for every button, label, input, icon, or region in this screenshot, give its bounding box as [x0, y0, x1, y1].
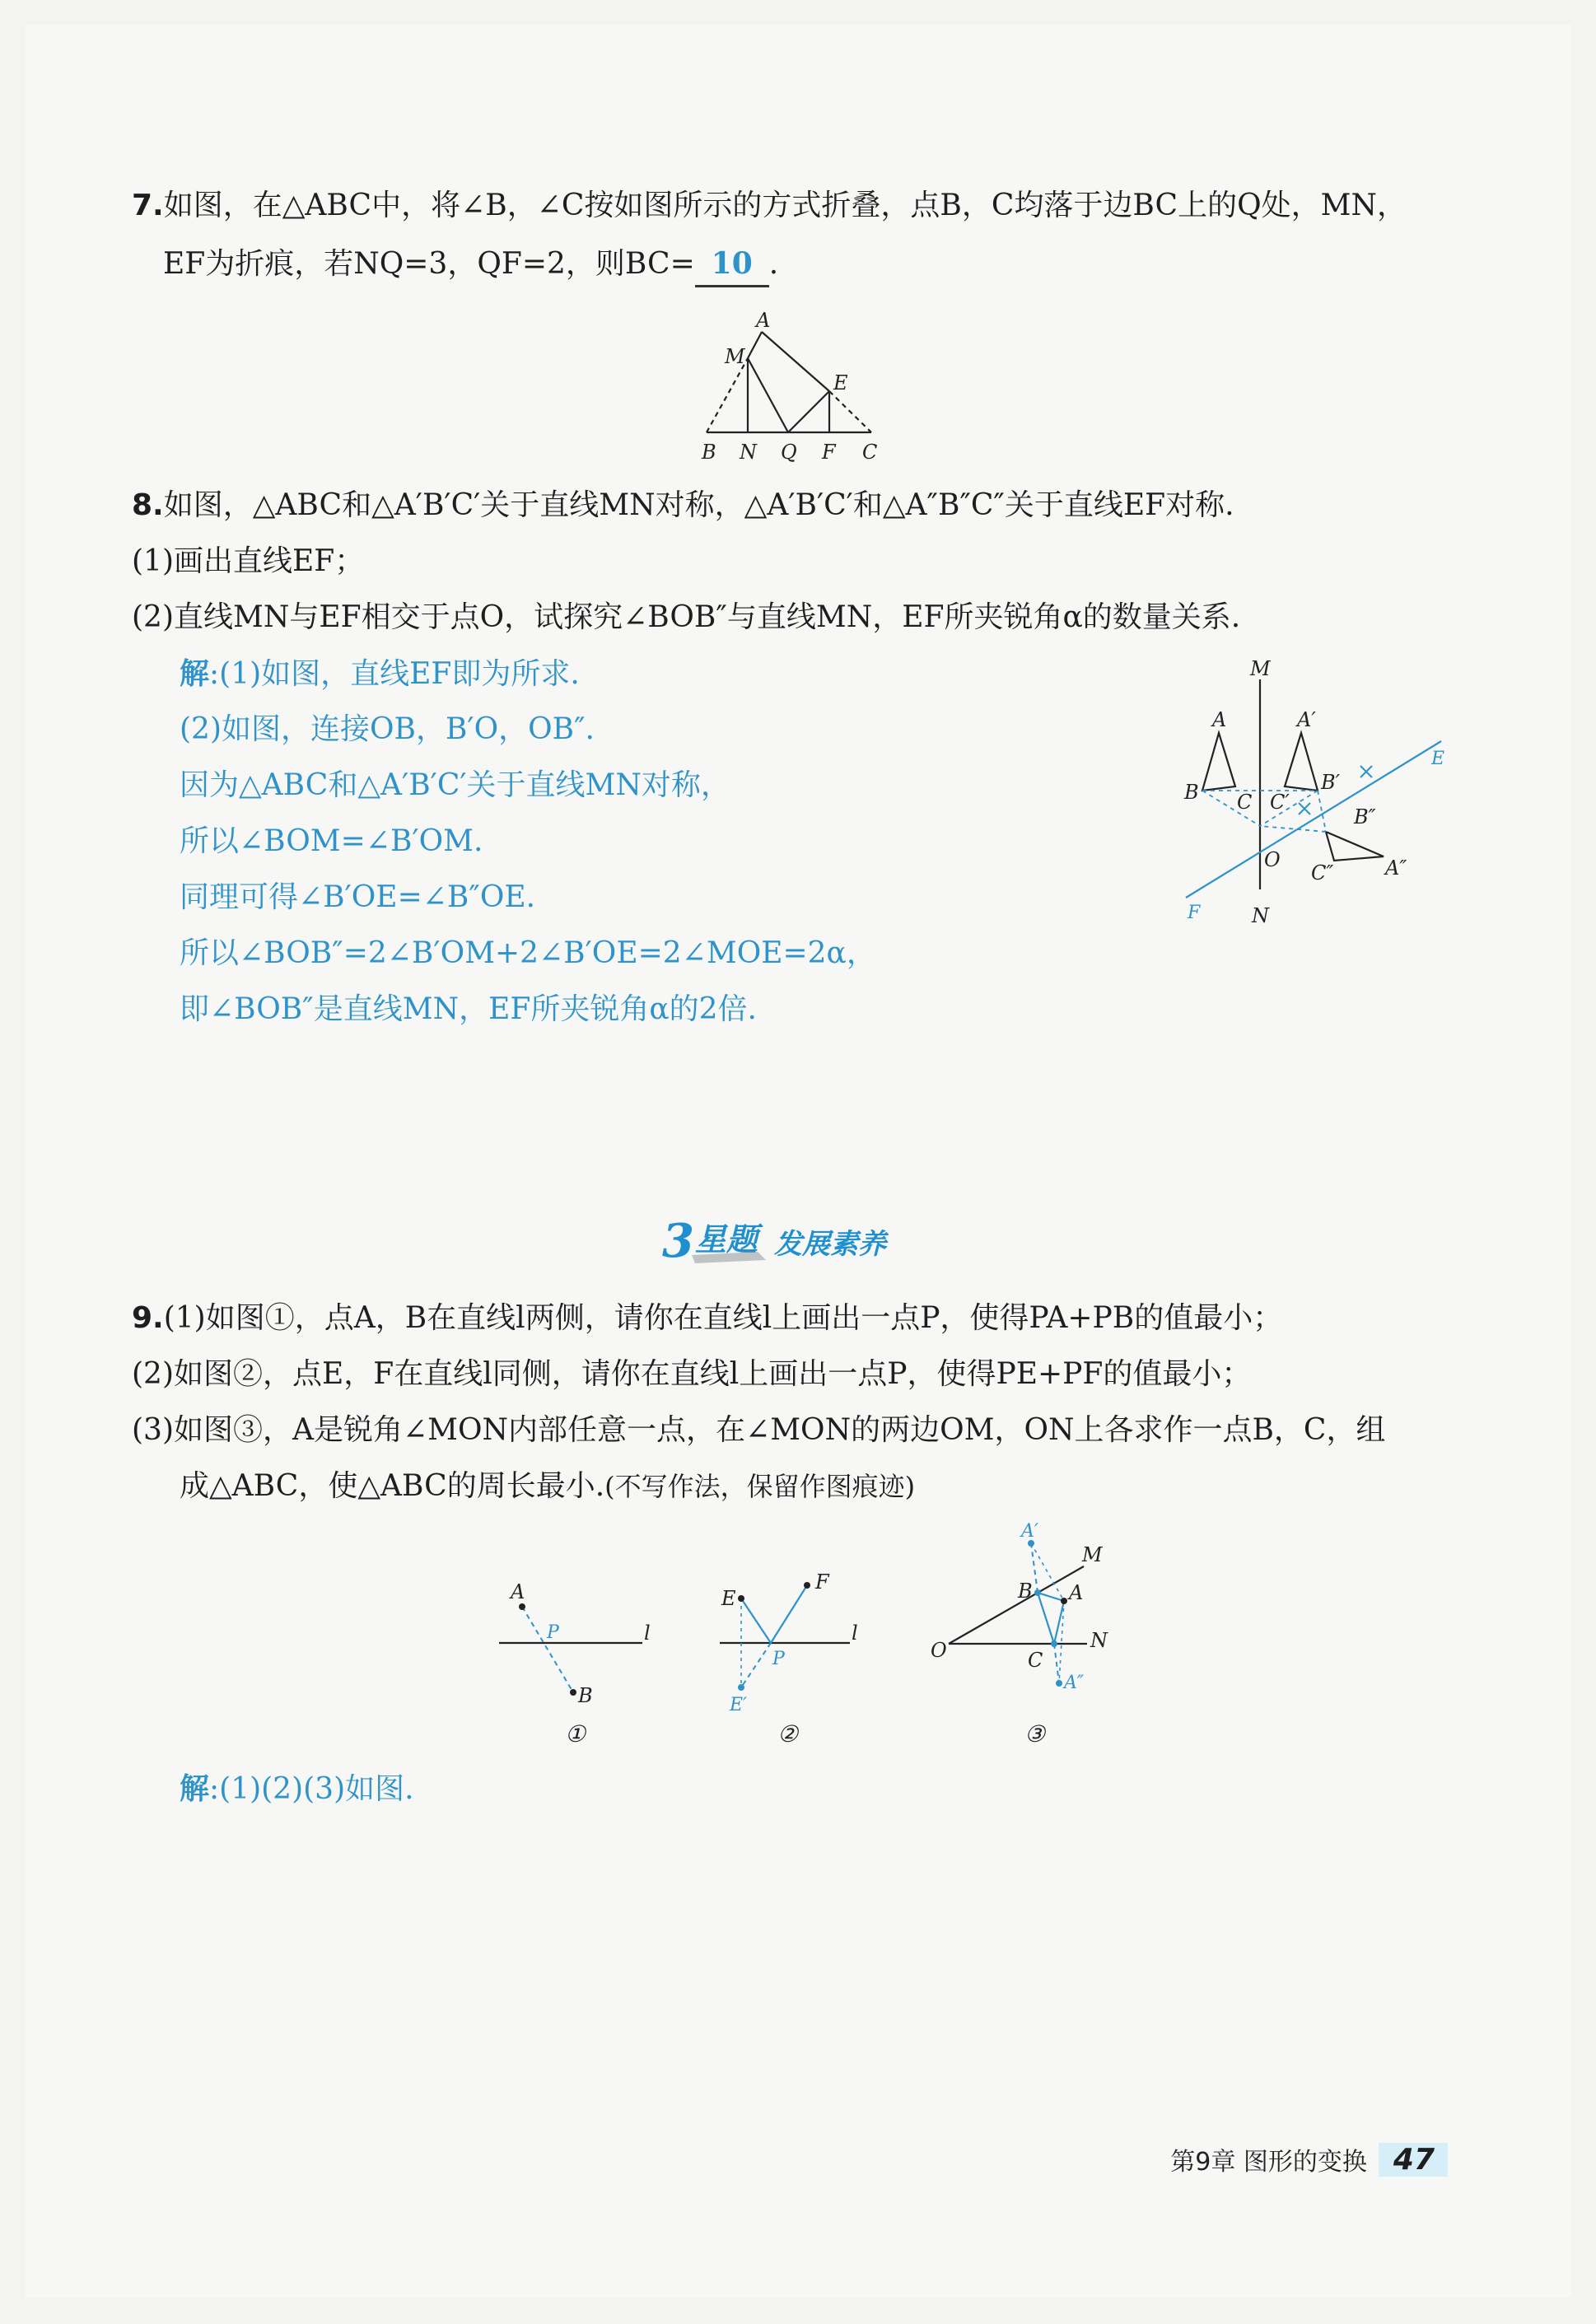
q8-label-B: B	[1184, 781, 1199, 804]
q8-label-E: E	[1431, 749, 1445, 769]
q9-note: (不写作法，保留作图痕迹)	[604, 1471, 916, 1502]
q7-label-A: A	[756, 309, 771, 332]
fig3-label-N: N	[1090, 1629, 1108, 1652]
fig1-caption: ①	[565, 1720, 586, 1748]
q9-part3a: (3)如图③，A是锐角∠MON内部任意一点，在∠MON的两边OM，ON上各求作一点B，C，组	[132, 1413, 1386, 1447]
page-number: 47	[1379, 2143, 1448, 2177]
fig1-label-A: A	[511, 1580, 525, 1603]
fig3-label-O: O	[931, 1639, 947, 1662]
q8-figure	[1169, 651, 1474, 939]
q8-label-F: F	[1188, 903, 1201, 923]
q7-label-M: M	[725, 345, 745, 368]
fig3-label-M: M	[1082, 1543, 1103, 1566]
fig3-label-A2: A″	[1064, 1673, 1085, 1693]
q7-answer: 10	[695, 242, 769, 287]
q8-sol-line1	[180, 652, 580, 696]
q7-label-Q: Q	[781, 441, 797, 464]
q7-text1: 如图，在△ABC中，将∠B，∠C按如图所示的方式折叠，点B，C均落于边BC上的Q处，MN，	[163, 189, 1407, 222]
q8-label-M: M	[1250, 657, 1271, 680]
q7-period: .	[768, 247, 779, 281]
q8-label-A: A	[1212, 708, 1227, 731]
q8-solution-label: 解	[180, 656, 210, 691]
q9-text1: (1)如图①，点A，B在直线l两侧，请你在直线l上画出一点P，使得PA+PB的值最小；	[163, 1301, 1283, 1335]
q7-label-B: B	[702, 441, 716, 464]
q9-solution-text: :(1)(2)(3)如图.	[209, 1772, 414, 1806]
fig3-label-C: C	[1028, 1649, 1043, 1672]
q8-sol-line4: 所以∠BOM=∠B′OM.	[180, 824, 483, 858]
q9-part2: (2)如图②，点E，F在直线l同侧，请你在直线l上画出一点P，使得PE+PF的值最小；	[132, 1357, 1252, 1391]
fig2-label-E: E	[721, 1587, 736, 1610]
fig2-label-l: l	[852, 1622, 858, 1645]
q8-part1: (1)画出直线EF；	[132, 544, 365, 578]
q8-label-N: N	[1252, 904, 1269, 927]
q8-sol-line3: 因为△ABC和△A′B′C′关于直线MN对称，	[180, 768, 730, 802]
fig2-label-P: P	[772, 1649, 785, 1669]
section-badge	[659, 1209, 939, 1268]
q9-part3b	[180, 1465, 915, 1508]
q9-figure3	[922, 1515, 1153, 1750]
page-footer	[1159, 2141, 1448, 2177]
section-header	[659, 1209, 939, 1268]
q8-part2: (2)直线MN与EF相交于点O，试探究∠BOB″与直线MN，EF所夹锐角α的数量关系.	[132, 600, 1241, 634]
q7-figure	[692, 309, 898, 469]
q8-label-A2: A″	[1385, 856, 1407, 880]
fig3-caption: ③	[1024, 1720, 1046, 1748]
q7-line2	[163, 242, 778, 287]
fig3-label-B: B	[1018, 1580, 1033, 1603]
q7-number: 7.	[132, 189, 164, 222]
q8-label-O: O	[1264, 848, 1281, 871]
q7-label-E: E	[833, 371, 848, 394]
q9-figure2	[715, 1569, 880, 1750]
q8-label-A1: A′	[1297, 708, 1316, 731]
q8-text1: 如图，△ABC和△A′B′C′关于直线MN对称，△A′B′C′和△A″B″C″关于直线EF对称.	[163, 488, 1234, 522]
q8-label-C2: C″	[1311, 861, 1334, 884]
q8-sol-line5: 同理可得∠B′OE=∠B″OE.	[180, 880, 536, 914]
q7-label-N: N	[740, 441, 757, 464]
q8-line1	[132, 484, 1234, 527]
fig2-label-F: F	[815, 1570, 829, 1594]
q8-label-C: C	[1237, 791, 1253, 814]
q9-solution	[180, 1767, 414, 1811]
q7-label-C: C	[862, 441, 878, 464]
q9-part1	[132, 1297, 1282, 1340]
q7-line1	[132, 184, 1407, 227]
q9-figure1	[494, 1569, 659, 1750]
fig3-label-A: A	[1069, 1581, 1084, 1604]
fig2-label-E1: E′	[730, 1695, 748, 1715]
section-subtitle: 发展素养	[774, 1228, 886, 1261]
q8-number: 8.	[132, 488, 164, 522]
q8-label-B1: B′	[1321, 771, 1341, 794]
q9-text3b: 成△ABC，使△ABC的周长最小.	[180, 1469, 605, 1503]
section-title: 星题	[695, 1220, 758, 1258]
q8-sol-text1: :(1)如图，直线EF即为所求.	[209, 657, 580, 691]
fig1-label-P: P	[547, 1622, 559, 1643]
q8-sol-line7: 即∠BOB″是直线MN，EF所夹锐角α的2倍.	[180, 992, 757, 1026]
fig3-label-A1: A′	[1021, 1521, 1038, 1542]
q8-label-C1: C′	[1270, 791, 1290, 814]
q7-text2: EF为折痕，若NQ=3，QF=2，则BC=	[163, 247, 695, 281]
q9-number: 9.	[132, 1301, 164, 1335]
q8-label-B2: B″	[1354, 805, 1376, 828]
section-digit: 3	[662, 1214, 694, 1268]
fig1-label-B: B	[578, 1684, 593, 1707]
fig2-caption: ②	[777, 1720, 799, 1748]
q8-sol-line6: 所以∠BOB″=2∠B′OM+2∠B′OE=2∠MOE=2α，	[180, 936, 876, 970]
q9-solution-label: 解	[180, 1771, 210, 1806]
chapter-label: 第9章 图形的变换	[1170, 2148, 1367, 2177]
fig1-label-l: l	[644, 1622, 651, 1645]
q7-label-F: F	[822, 441, 836, 464]
q8-sol-line2: (2)如图，连接OB，B′O，OB″.	[180, 712, 595, 746]
